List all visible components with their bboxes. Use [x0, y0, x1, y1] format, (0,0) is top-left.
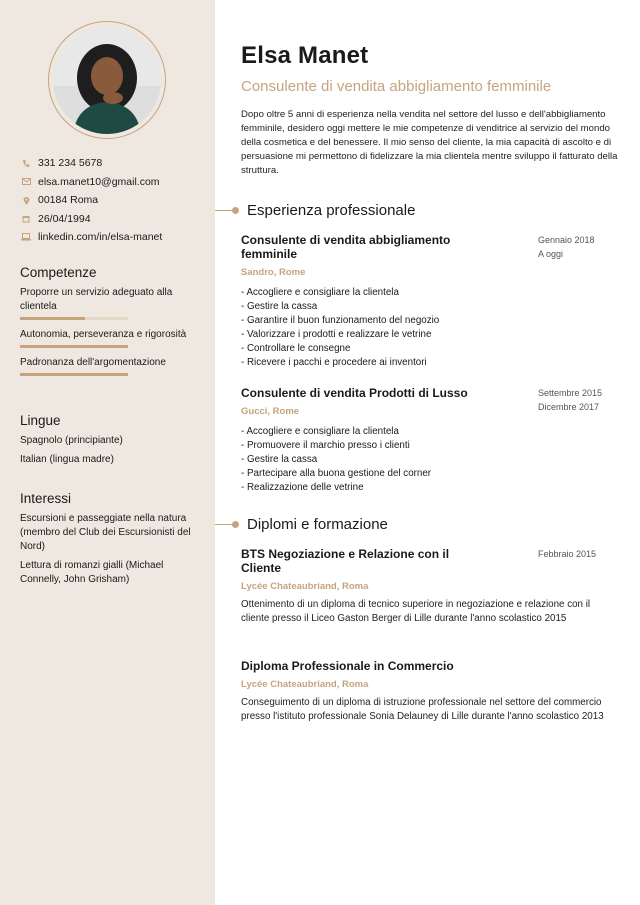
job-task: - Ricevere i pacchi e procedere ai inventori — [241, 356, 616, 370]
skill-item — [20, 356, 200, 376]
language-item: Italian (lingua madre) — [20, 454, 114, 465]
education-entry — [241, 659, 616, 724]
job-title: Consulente di vendita Prodotti di Lusso — [241, 386, 468, 400]
job-task: - Valorizzare i prodotti e realizzare le vetrine — [241, 328, 616, 342]
laptop-icon — [20, 232, 32, 242]
contact-linkedin[interactable] — [20, 228, 162, 247]
job-task: - Realizzazione delle vetrine — [241, 481, 616, 495]
job-entry — [241, 386, 616, 495]
profile-photo-frame — [48, 21, 166, 139]
job-task: - Controllare le consegne — [241, 342, 616, 356]
heading-line — [215, 524, 233, 526]
skill-level-fill — [20, 373, 128, 376]
diploma-school: Lycée Chateaubriand, Roma — [241, 581, 369, 592]
contact-phone-text: 331 234 5678 — [38, 157, 103, 170]
job-company: Gucci, Rome — [241, 406, 300, 417]
experience-title: Esperienza professionale — [247, 202, 416, 219]
skill-label: Proporre un servizio adeguato alla clientela — [20, 287, 173, 312]
job-task: - Accogliere e consigliare la clientela — [241, 286, 616, 300]
location-pin-icon — [20, 195, 32, 205]
diploma-school: Lycée Chateaubriand, Roma — [241, 679, 369, 690]
job-entry — [241, 233, 616, 370]
profile-summary: Dopo oltre 5 anni di esperienza nella vendita nel settore del lusso e dell'abbigliamento femminile, desidero oggi mettere le mie competenze di venditrice al servizio del mondo della cosmetica e del benessere. Il mio senso del cliente, la mia capacità di ascolto e di persuasione mi permettono di fidelizzare la mia clientela mentre sviluppo il fatturato della struttura. — [241, 109, 618, 176]
diploma-title: Diploma Professionale in Commercio — [241, 659, 454, 673]
interests-section — [20, 491, 200, 592]
skill-item — [20, 286, 200, 320]
education-title: Diplomi e formazione — [247, 516, 388, 533]
contact-address — [20, 191, 162, 210]
calendar-icon — [20, 214, 32, 224]
job-task: - Accogliere e consigliare la clientela — [241, 425, 616, 439]
mail-icon — [20, 177, 32, 187]
heading-line — [215, 210, 233, 212]
job-date: Gennaio 2018 A oggi — [538, 235, 595, 259]
job-tasks — [241, 286, 616, 370]
job-task: - Gestire la cassa — [241, 453, 616, 467]
job-title: Consulente di vendita abbigliamento femminile — [241, 233, 451, 261]
skill-item — [20, 328, 200, 348]
contact-birthdate — [20, 210, 162, 229]
skills-section — [20, 265, 200, 384]
skills-title: Competenze — [20, 265, 97, 280]
job-task: - Promuovere il marchio presso i clienti — [241, 439, 616, 453]
contact-email[interactable] — [20, 173, 162, 192]
diploma-description: Ottenimento di un diploma di tecnico superiore in negoziazione e relazione con il cliente presso il Liceo Gaston Berger di Lille durante l'anno scolastico 2015 — [241, 599, 591, 624]
job-tasks — [241, 425, 616, 495]
job-company: Sandro, Rome — [241, 267, 306, 278]
interest-item: Lettura di romanzi gialli (Michael Connelly, John Grisham) — [20, 560, 164, 585]
diploma-date: Febbraio 2015 — [538, 549, 597, 559]
diploma-description: Conseguimento di un diploma di istruzione professionale nel settore del commercio presso l'istituto professionale Sonia Delauney di Lille durante l'anno scolastico 2013 — [241, 697, 604, 722]
heading-dot — [232, 521, 239, 528]
experience-heading — [215, 202, 415, 219]
contact-address-text: 00184 Roma — [38, 194, 99, 207]
profile-photo — [53, 26, 161, 134]
languages-title: Lingue — [20, 413, 61, 428]
job-task: - Partecipare alla buona gestione del corner — [241, 467, 616, 481]
interests-title: Interessi — [20, 491, 72, 506]
job-date: Settembre 2015 Dicembre 2017 — [538, 388, 603, 412]
skill-level-bar — [20, 373, 128, 376]
skill-label: Autonomia, perseveranza e rigorosità — [20, 329, 187, 340]
education-heading — [215, 516, 388, 533]
skill-level-fill — [20, 317, 85, 320]
contact-linkedin-text[interactable]: linkedin.com/in/elsa-manet — [38, 231, 163, 244]
job-title: Consulente di vendita abbigliamento femminile — [241, 78, 552, 95]
candidate-name: Elsa Manet — [241, 42, 369, 69]
contact-phone — [20, 154, 162, 173]
language-item: Spagnolo (principiante) — [20, 435, 123, 446]
job-task: - Garantire il buon funzionamento del negozio — [241, 314, 616, 328]
phone-icon — [20, 158, 32, 168]
skill-label: Padronanza dell'argomentazione — [20, 357, 166, 368]
contact-info — [20, 154, 162, 247]
education-entry — [241, 547, 616, 626]
languages-section — [20, 413, 200, 472]
job-task: - Gestire la cassa — [241, 300, 616, 314]
skill-level-fill — [20, 345, 128, 348]
skill-level-bar — [20, 345, 128, 348]
skill-level-bar — [20, 317, 128, 320]
diploma-title: BTS Negoziazione e Relazione con il Cliente — [241, 547, 450, 575]
contact-email-text[interactable]: elsa.manet10@gmail.com — [38, 175, 160, 188]
interest-item: Escursioni e passeggiate nella natura (membro del Club dei Escursionisti del Nord) — [20, 513, 191, 552]
heading-dot — [232, 207, 239, 214]
contact-birthdate-text: 26/04/1994 — [38, 212, 91, 225]
